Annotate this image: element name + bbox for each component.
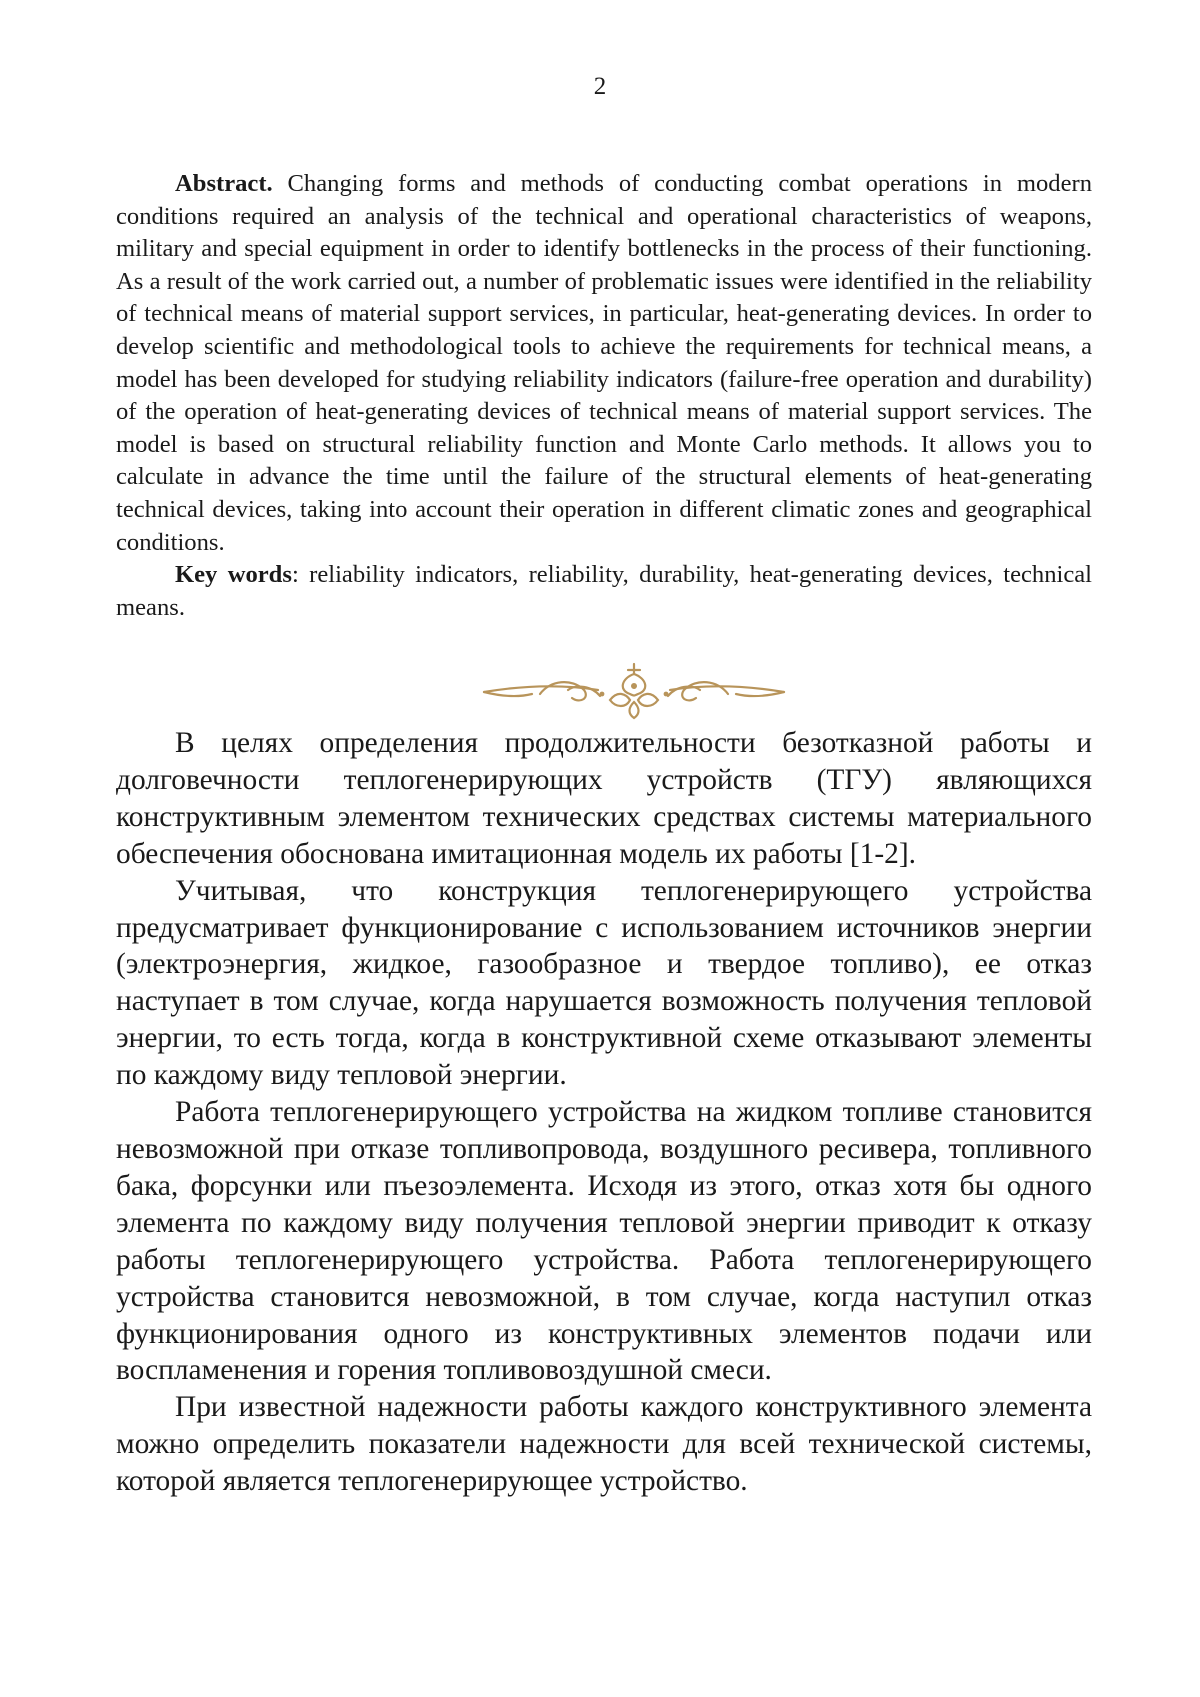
abstract-text: Changing forms and methods of conducting combat operations in modern conditions required an analysis of the technical and operational characteristics of weapons, military and special equipment in order to identify bottlenecks in the process of their functioning. As a result of the work carried out, a number of problematic issues were identified in the reliability of technical means of material support services, in particular, heat-generating devices. In order to develop scientific and methodological tools to achieve the requirements for technical means, a model has been developed for studying reliability indicators (failure-free operation and durability) of the operation of heat-generating devices of technical means of material support services. The model is based on structural reliability function and Monte Carlo methods. It allows you to calculate in advance the time until the failure of the structural elements of heat-generating technical devices, taking into account their operation in different climatic zones and geographical conditions. <box>116 170 1092 556</box>
decorative-flourish-icon <box>480 660 788 722</box>
abstract-paragraph <box>116 168 1092 559</box>
abstract-section <box>116 168 1092 624</box>
keywords-label: Key words <box>175 561 292 589</box>
abstract-label: Abstract. <box>175 170 273 197</box>
body-paragraph-2: Учитывая, что конструкция теплогенерирующего устройства предусматривает функционирование с использованием источников энергии (электроэнергия, жидкое, газообразное и твердое топливо), ее отказ наступает в том случае, когда нарушается возможность получения тепловой энергии, то есть тогда, когда в конструктивной схеме отказывают элементы по каждому виду тепловой энергии. <box>116 874 1092 1092</box>
keywords-paragraph <box>116 559 1092 624</box>
body-paragraph-3: Работа теплогенерирующего устройства на жидком топливе становится невозможной при отказе топливопровода, воздушного ресивера, топливного бака, форсунки или пъезоэлемента. Исходя из этого, отказ хотя бы одного элемента по каждому виду получения тепловой энергии приводит к отказу работы теплогенерирующего устройства. Работа теплогенерирующего устройства становится невозможной, в том случае, когда наступил отказ функционирования одного из конструктивных элементов подачи или воспламенения и горения топливовоздушной смеси. <box>116 1096 1092 1387</box>
keywords-text: : reliability indicators, reliability, durability, heat-generating devices, technical means. <box>116 561 1092 621</box>
body-section <box>116 725 1092 1500</box>
page-number: 2 <box>593 73 607 100</box>
body-paragraph-1: В целях определения продолжительности безотказной работы и долговечности теплогенерирующих устройств (ТГУ) являющихся конструктивным элементом технических средствах системы материального обеспечения обоснована имитационная модель их работы [1-2]. <box>116 727 1092 870</box>
body-paragraph-4: При известной надежности работы каждого конструктивного элемента можно определить показатели надежности для всей технической системы, которой является теплогенерирующее устройство. <box>116 1391 1092 1498</box>
